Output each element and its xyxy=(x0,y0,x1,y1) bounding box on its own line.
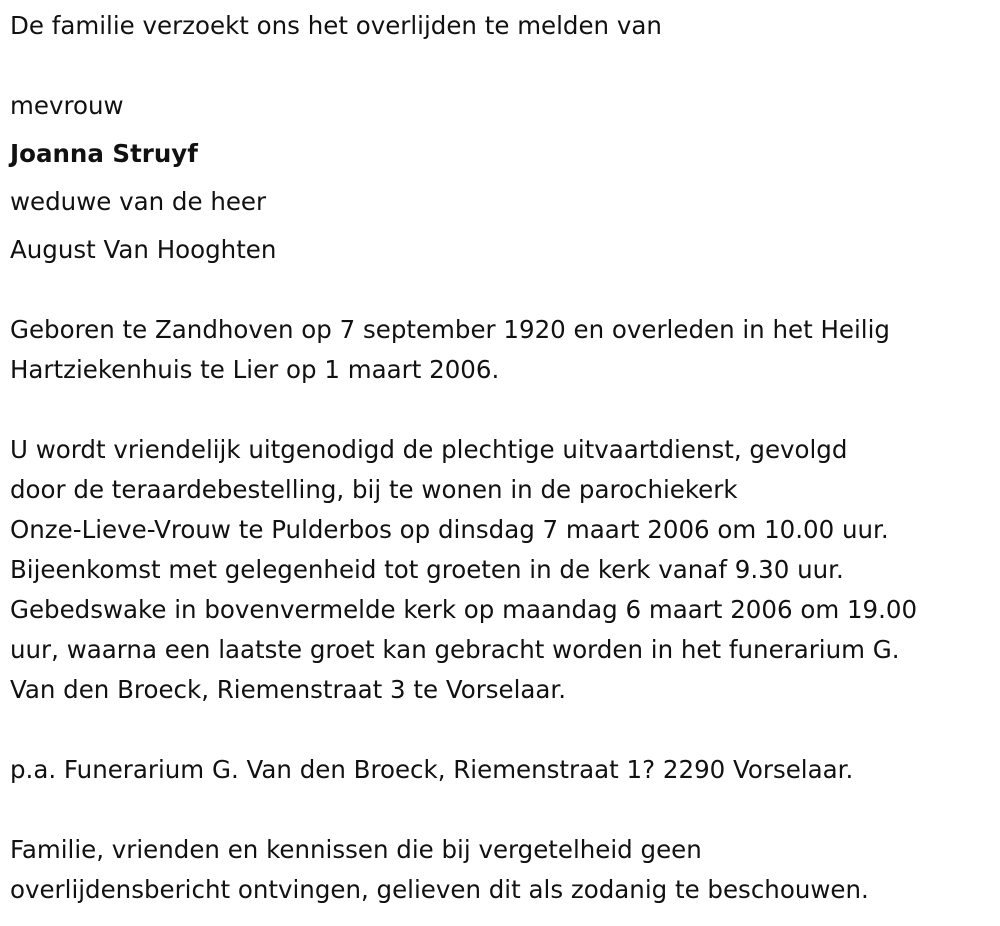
ceremony-line: Gebedswake in bovenvermelde kerk op maandag 6 maart 2006 om 19.00 xyxy=(10,595,918,624)
title-prefix: mevrouw xyxy=(10,91,124,120)
ceremony-line: uur, waarna een laatste groet kan gebracht worden in het funerarium G. xyxy=(10,635,900,664)
ceremony-line: Onze-Lieve-Vrouw te Pulderbos op dinsdag 7 maart 2006 om 10.00 uur. xyxy=(10,515,889,544)
ceremony-line: door de teraardebestelling, bij te wonen in de parochiekerk xyxy=(10,475,738,504)
closing-line: overlijdensbericht ontvingen, gelieven dit als zodanig te beschouwen. xyxy=(10,875,869,904)
ceremony-line: Bijeenkomst met gelegenheid tot groeten in de kerk vanaf 9.30 uur. xyxy=(10,555,844,584)
birth-death-line: Hartziekenhuis te Lier op 1 maart 2006. xyxy=(10,355,500,384)
ceremony-line: Van den Broeck, Riemenstraat 3 te Vorselaar. xyxy=(10,675,567,704)
address-line: p.a. Funerarium G. Van den Broeck, Riemenstraat 1? 2290 Vorselaar. xyxy=(10,755,854,784)
relation-line: weduwe van de heer xyxy=(10,187,267,216)
birth-death-line: Geboren te Zandhoven op 7 september 1920 en overleden in het Heilig xyxy=(10,315,890,344)
deceased-name: Joanna Struyf xyxy=(10,139,198,168)
closing-line: Familie, vrienden en kennissen die bij vergetelheid geen xyxy=(10,835,702,864)
ceremony-line: U wordt vriendelijk uitgenodigd de plechtige uitvaartdienst, gevolgd xyxy=(10,435,848,464)
intro-line: De familie verzoekt ons het overlijden te melden van xyxy=(10,11,662,40)
spouse-name: August Van Hooghten xyxy=(10,235,277,264)
